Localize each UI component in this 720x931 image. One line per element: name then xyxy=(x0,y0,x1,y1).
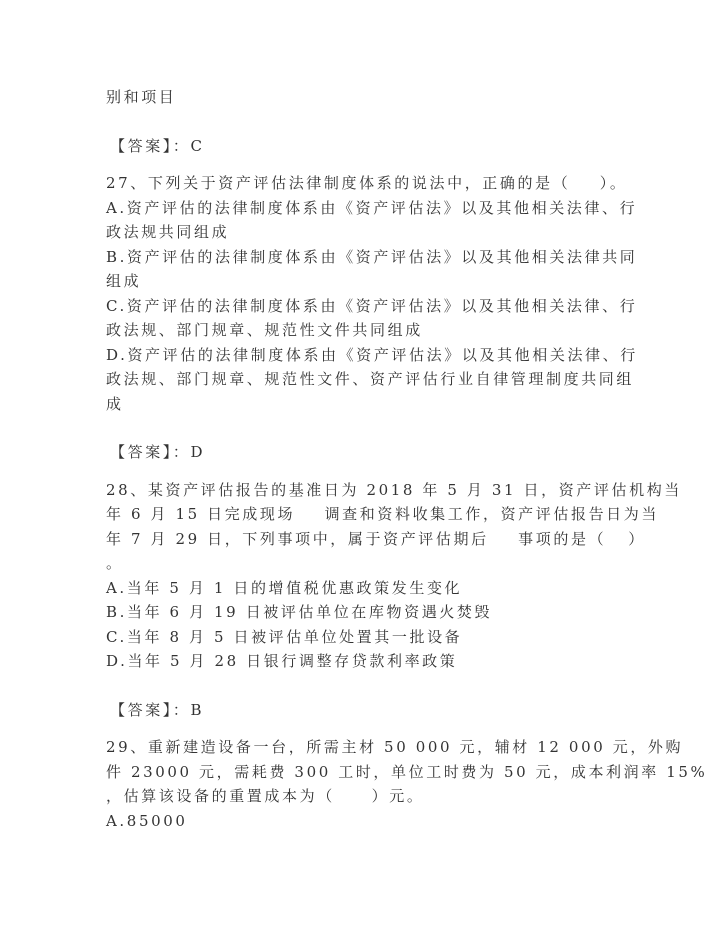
text-line: 别和项目 xyxy=(106,88,177,106)
text-line: A.资产评估的法律制度体系由《资产评估法》以及其他相关法律、行 xyxy=(106,198,638,217)
document-page xyxy=(106,85,708,833)
text-line: A.85000 xyxy=(106,811,188,830)
text-line: B.资产评估的法律制度体系由《资产评估法》以及其他相关法律共同 xyxy=(106,247,638,266)
text-line: A.当年 5 月 1 日的增值税优惠政策发生变化 xyxy=(106,578,463,597)
text-line: 件 23000 元，需耗费 300 工时，单位工时费为 50 元，成本利润率 15% xyxy=(106,762,708,781)
text-line: B.当年 6 月 19 日被评估单位在库物资遇火焚毁 xyxy=(106,603,493,621)
text-line: 组成 xyxy=(106,272,142,290)
answer-block xyxy=(106,698,626,723)
text-line: 政法规共同组成 xyxy=(106,223,230,241)
text-line: C.当年 8 月 5 日被评估单位处置其一批设备 xyxy=(106,627,463,646)
answer-block xyxy=(106,440,626,465)
answer-text: 【答案】：B xyxy=(110,700,205,719)
text-line: 成 xyxy=(106,394,124,413)
answer-text: 【答案】：C xyxy=(110,136,205,155)
text-line: 29、重新建造设备一台，所需主材 50 000 元，辅材 12 000 元，外购 xyxy=(106,738,684,756)
question-block xyxy=(106,171,638,416)
text-line: 政法规、部门规章、规范性文件、资产评估行业自律管理制度共同组 xyxy=(106,370,635,388)
text-line: 27、下列关于资产评估法律制度体系的说法中，正确的是（ ）。 xyxy=(106,174,628,192)
text-block xyxy=(106,85,626,110)
text-line: 政法规、部门规章、规范性文件共同组成 xyxy=(106,321,423,339)
question-block xyxy=(106,735,708,833)
text-line: ，估算该设备的重置成本为（ ）元。 xyxy=(106,787,425,805)
text-line: D.当年 5 月 28 日银行调整存贷款利率政策 xyxy=(106,652,458,670)
text-line: C.资产评估的法律制度体系由《资产评估法》以及其他相关法律、行 xyxy=(106,296,638,315)
text-line: 年 7 月 29 日，下列事项中，属于资产评估期后 事项的是（ ） xyxy=(106,529,646,548)
text-line: 。 xyxy=(106,554,124,572)
text-line: 28、某资产评估报告的基准日为 2018 年 5 月 31 日，资产评估机构当 xyxy=(106,480,682,499)
question-block xyxy=(106,478,682,674)
answer-block xyxy=(106,134,626,159)
text-line: D.资产评估的法律制度体系由《资产评估法》以及其他相关法律、行 xyxy=(106,345,638,364)
answer-text: 【答案】：D xyxy=(110,443,206,461)
text-line: 年 6 月 15 日完成现场 调查和资料收集工作，资产评估报告日为当 xyxy=(106,505,659,523)
